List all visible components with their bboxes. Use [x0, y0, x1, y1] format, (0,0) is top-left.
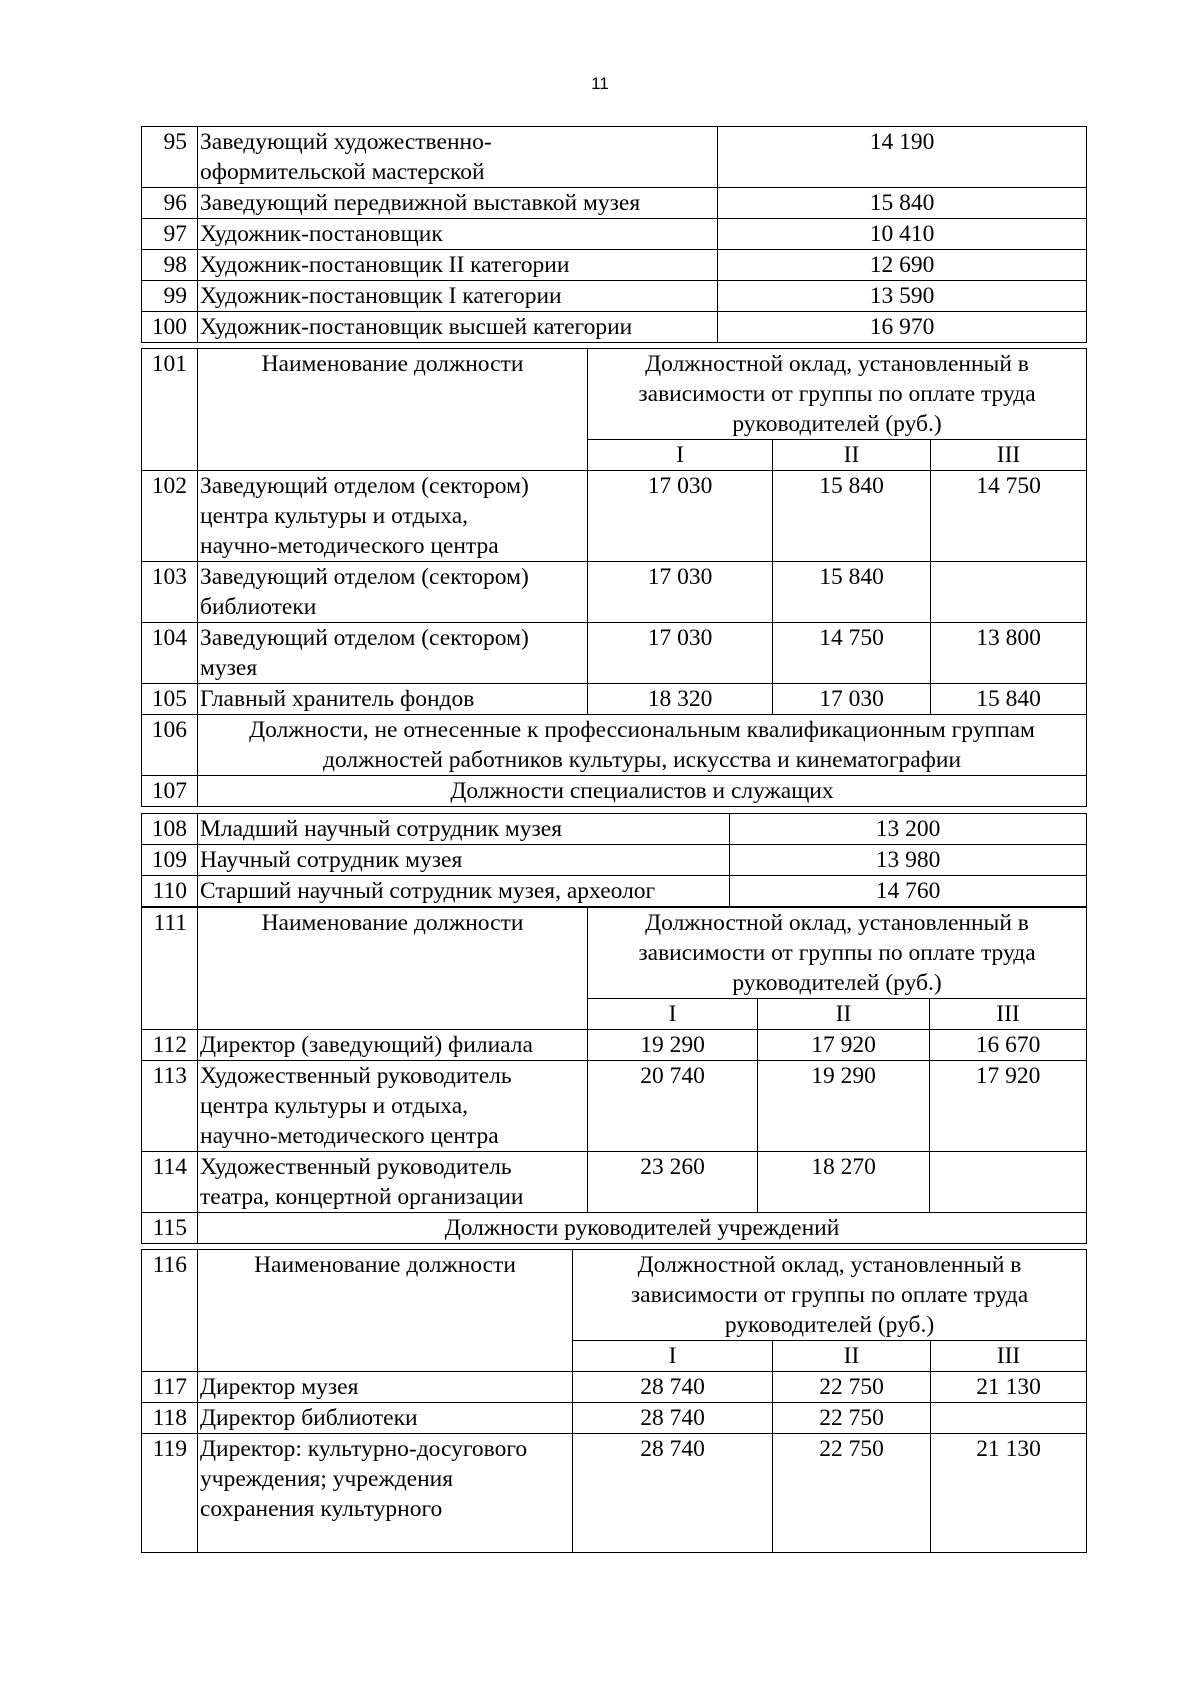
salary-group-i: 28 740 — [573, 1403, 773, 1434]
row-number: 111 — [142, 908, 198, 1030]
salary-value: 12 690 — [718, 250, 1087, 281]
table-row — [142, 1152, 1087, 1213]
position-name: Заведующий отделом (сектором) музея — [198, 623, 588, 684]
row-number: 95 — [142, 127, 198, 188]
position-name: Директор музея — [198, 1372, 573, 1403]
position-name: Художник-постановщик I категории — [198, 281, 718, 312]
row-number: 97 — [142, 219, 198, 250]
salary-value: 13 590 — [718, 281, 1087, 312]
table-row — [142, 1434, 1087, 1553]
row-number: 98 — [142, 250, 198, 281]
section-row — [142, 776, 1087, 807]
salary-group-iii: 17 920 — [930, 1061, 1087, 1152]
salary-value: 16 970 — [718, 312, 1087, 343]
row-number: 103 — [142, 562, 198, 623]
row-number: 115 — [142, 1213, 198, 1244]
column-header-name: Наименование должности — [198, 1250, 573, 1372]
salary-group-i: 23 260 — [588, 1152, 758, 1213]
salary-group-i: 19 290 — [588, 1030, 758, 1061]
table-row — [142, 814, 1087, 845]
column-header-name: Наименование должности — [198, 349, 588, 471]
column-header-name: Наименование должности — [198, 908, 588, 1030]
salary-group-iii — [931, 1403, 1087, 1434]
position-name: Заведующий передвижной выставкой музея — [198, 188, 718, 219]
row-number: 99 — [142, 281, 198, 312]
row-number: 110 — [142, 876, 198, 907]
row-number: 113 — [142, 1061, 198, 1152]
salary-group-i: 17 030 — [588, 471, 773, 562]
row-number: 101 — [142, 349, 198, 471]
salary-group-iii: 21 130 — [931, 1372, 1087, 1403]
row-number: 119 — [142, 1434, 198, 1553]
position-name: Главный хранитель фондов — [198, 684, 588, 715]
row-number: 107 — [142, 776, 198, 807]
salary-group-ii: 22 750 — [773, 1372, 931, 1403]
row-number: 108 — [142, 814, 198, 845]
salary-group-ii: 22 750 — [773, 1434, 931, 1553]
table-row — [142, 1030, 1087, 1061]
position-name: Заведующий отделом (сектором) центра культуры и отдыха, научно-методического центра — [198, 471, 588, 562]
column-header-salary: Должностной оклад, установленный в зависимости от группы по оплате труда руководителей (руб.) — [573, 1250, 1087, 1341]
salary-table-block-c — [141, 813, 1087, 907]
row-number: 109 — [142, 845, 198, 876]
table-row — [142, 623, 1087, 684]
row-number: 100 — [142, 312, 198, 343]
group-header-iii: III — [931, 440, 1087, 471]
group-header-iii: III — [930, 999, 1087, 1030]
position-name: Научный сотрудник музея — [198, 845, 730, 876]
row-number: 116 — [142, 1250, 198, 1372]
section-heading: Должности руководителей учреждений — [198, 1213, 1087, 1244]
table-row — [142, 219, 1087, 250]
salary-group-iii: 14 750 — [931, 471, 1087, 562]
position-name: Художник-постановщик — [198, 219, 718, 250]
position-name: Директор (заведующий) филиала — [198, 1030, 588, 1061]
salary-group-i: 17 030 — [588, 623, 773, 684]
row-number: 114 — [142, 1152, 198, 1213]
position-name: Директор: культурно-досугового учреждения; учреждения сохранения культурного — [198, 1434, 573, 1553]
table-row — [142, 281, 1087, 312]
table-header-row — [142, 908, 1087, 999]
salary-group-iii — [930, 1152, 1087, 1213]
table-header-row — [142, 1250, 1087, 1341]
salary-group-ii: 15 840 — [773, 471, 931, 562]
salary-group-ii: 17 030 — [773, 684, 931, 715]
group-header-iii: III — [931, 1341, 1087, 1372]
group-header-ii: II — [758, 999, 930, 1030]
row-number: 105 — [142, 684, 198, 715]
column-header-salary: Должностной оклад, установленный в зависимости от группы по оплате труда руководителей (руб.) — [588, 349, 1087, 440]
position-name: Художник-постановщик высшей категории — [198, 312, 718, 343]
salary-table-block-a — [141, 126, 1087, 343]
column-header-salary: Должностной оклад, установленный в зависимости от группы по оплате труда руководителей (руб.) — [588, 908, 1087, 999]
salary-group-ii: 19 290 — [758, 1061, 930, 1152]
salary-table-block-b — [141, 348, 1087, 807]
salary-value: 14 760 — [730, 876, 1087, 907]
section-heading: Должности, не отнесенные к профессиональным квалификационным группам должностей работников культуры, искусства и кинематографии — [198, 715, 1087, 776]
group-header-ii: II — [773, 440, 931, 471]
row-number: 102 — [142, 471, 198, 562]
salary-group-i: 28 740 — [573, 1372, 773, 1403]
group-header-i: I — [588, 440, 773, 471]
position-name: Старший научный сотрудник музея, археолог — [198, 876, 730, 907]
table-row — [142, 312, 1087, 343]
section-heading: Должности специалистов и служащих — [198, 776, 1087, 807]
row-number: 106 — [142, 715, 198, 776]
table-row — [142, 1061, 1087, 1152]
table-row — [142, 684, 1087, 715]
salary-value: 15 840 — [718, 188, 1087, 219]
table-row — [142, 250, 1087, 281]
position-name: Художественный руководитель центра культуры и отдыха, научно-методического центра — [198, 1061, 588, 1152]
salary-group-ii: 14 750 — [773, 623, 931, 684]
salary-group-ii: 17 920 — [758, 1030, 930, 1061]
section-row — [142, 1213, 1087, 1244]
row-number: 104 — [142, 623, 198, 684]
salary-group-i: 18 320 — [588, 684, 773, 715]
group-header-ii: II — [773, 1341, 931, 1372]
table-row — [142, 127, 1087, 188]
salary-group-iii: 13 800 — [931, 623, 1087, 684]
salary-group-iii — [931, 562, 1087, 623]
position-name: Художник-постановщик II категории — [198, 250, 718, 281]
table-row — [142, 1403, 1087, 1434]
salary-group-iii: 16 670 — [930, 1030, 1087, 1061]
table-row — [142, 471, 1087, 562]
salary-table-block-e — [141, 1249, 1087, 1553]
table-row — [142, 876, 1087, 907]
salary-value: 13 200 — [730, 814, 1087, 845]
table-row — [142, 1372, 1087, 1403]
position-name: Директор библиотеки — [198, 1403, 573, 1434]
position-name: Заведующий отделом (сектором) библиотеки — [198, 562, 588, 623]
salary-group-ii: 22 750 — [773, 1403, 931, 1434]
page-number: 11 — [591, 74, 609, 93]
row-number: 117 — [142, 1372, 198, 1403]
table-row — [142, 562, 1087, 623]
salary-value: 10 410 — [718, 219, 1087, 250]
row-number: 96 — [142, 188, 198, 219]
salary-group-i: 28 740 — [573, 1434, 773, 1553]
salary-group-ii: 15 840 — [773, 562, 931, 623]
salary-group-iii: 15 840 — [931, 684, 1087, 715]
row-number: 112 — [142, 1030, 198, 1061]
table-row — [142, 845, 1087, 876]
table-header-row — [142, 349, 1087, 440]
position-name: Младший научный сотрудник музея — [198, 814, 730, 845]
salary-group-i: 20 740 — [588, 1061, 758, 1152]
position-name: Художественный руководитель театра, концертной организации — [198, 1152, 588, 1213]
salary-group-i: 17 030 — [588, 562, 773, 623]
position-name: Заведующий художественно- оформительской мастерской — [198, 127, 718, 188]
group-header-i: I — [588, 999, 758, 1030]
salary-value: 13 980 — [730, 845, 1087, 876]
group-header-i: I — [573, 1341, 773, 1372]
salary-group-iii: 21 130 — [931, 1434, 1087, 1553]
row-number: 118 — [142, 1403, 198, 1434]
salary-group-ii: 18 270 — [758, 1152, 930, 1213]
table-row — [142, 188, 1087, 219]
salary-value: 14 190 — [718, 127, 1087, 188]
salary-table-block-d — [141, 907, 1087, 1244]
section-row — [142, 715, 1087, 776]
